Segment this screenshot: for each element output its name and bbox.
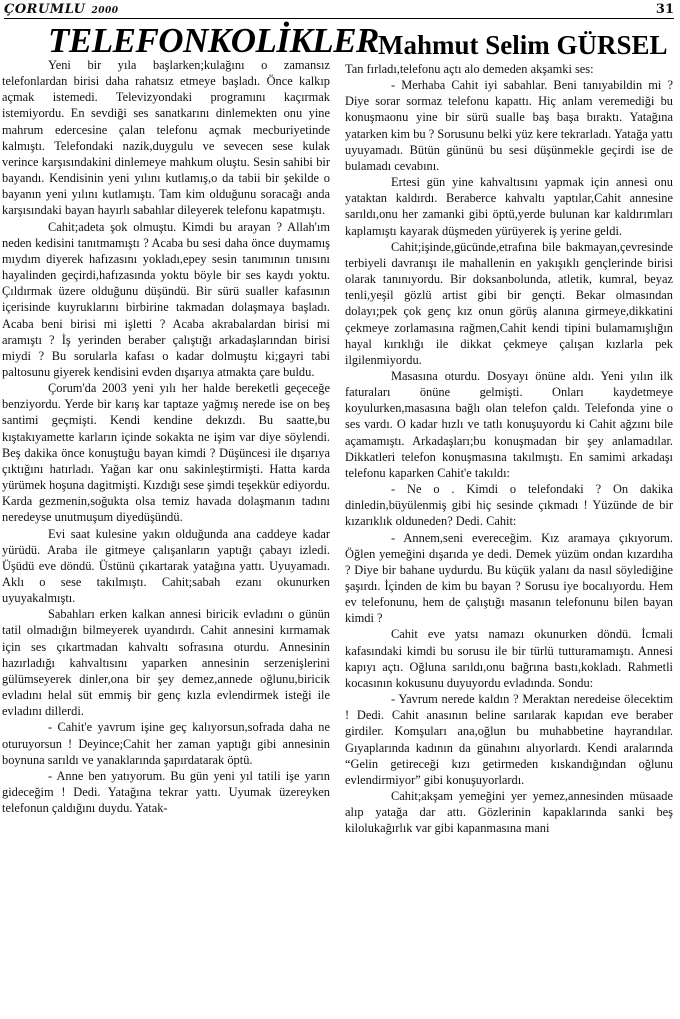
right-column	[345, 61, 673, 837]
paragraph: Evi saat kulesine yakın olduğunda ana caddeye kadar yürüdü. Araba ile gitmeye çalışanların yaptığı çabayı izledi. Üşüdü eve döndü. Üstünü çıkartarak yatağına yattı. Uyuyamadı. Aklı o sese takılmıştı. Cahit;sabah ezanı okunurken uyuyakalmıştı.	[2, 526, 330, 606]
page-number: 31	[655, 2, 674, 17]
article-title: TELEFONKOLİKLER	[48, 21, 379, 60]
paragraph: Masasına oturdu. Dosyayı önüne aldı. Yeni yılın ilk faturaları önüne gelmişti. Onları kaydetmeye koyulurken,masasına bağlı olan telefon çaldı. Telefonda yine o ses vardı. O kadar hızlı ve tatlı konuşuyordu ki Cahit ağzını bile açamamıştı. Arkadaşları;bu konuşmadan bir şey anlamadılar. Dikkatleri telefon konuşmasına takılmıştı. En samimi arkadaşı telefonu kaparken Cahit'e takıldı:	[345, 368, 673, 480]
paragraph: Ertesi gün yine kahvaltısını yapmak için annesi onu yataktan kaldırdı. Beraberce kahvaltı yaptılar,Cahit annesine sarıldı,onu her zamanki gibi öptü,yerde bulunan kar kaldırımları kaplamıştı kayarak düşmeden yürüyerek iş yerine geldi.	[345, 175, 673, 238]
paragraph: - Yavrum nerede kaldın ? Meraktan neredeise ölecektim ! Dedi. Cahit anasının beline sarılarak kapıdan eve beraber girdiler. Komşuları ana,oğlun bu muhabbetine hayrandılar. Gıyaplarında kadının da günahını alıyorlardı. Kendi aralarında “Gelin getireceği kızı getirmeden kıskandığından oğlunu evlendirmiyor” gibi konuşuyorlardı.	[345, 692, 673, 787]
magazine-title-text: ÇORUMLU	[4, 2, 86, 17]
paragraph: Cahit;adeta şok olmuştu. Kimdi bu arayan ? Allah'ım neden kedisini tanıtmamıştı ? Acaba bu sesi daha önce duymamış mıydım diyerek hafızasını yokladı,epey sesin tanımının tınısını hayalinden geçirdi,hafızasında yoktu böyle bir ses kaydı yoktu. Çıldırmak üzere olduğunu düşündü. Bir sürü sualler kafasının içerisinde kuyruklarını birbirine takmadan dolaşmaya başladı. Acaba beni birisi mi işletti ? Acaba akrabalardan birisi mi aramıştı ? İş yerinden beraber çalıştığı arkadaşlarından birisi miydi ? Bu sorularla kafası o kadar dolmuştu ki;gayri tabi paltosunu giyerek kendisini evden dışarıya atmakta çare buldu.	[2, 219, 330, 379]
paragraph: Cahit;işinde,gücünde,etrafına bile bakmayan,çevresinde terbiyeli davranışı ile mahallenin en yakışıklı gençlerinde birisi olarak tanınıyordu. Bir doksanbolunda, atletik, kumral, beyaz tenli,yeşil gözlü artist gibi bir gençti. Bekar olmasından dolayı;pek çok genç kız onun görüş alanına girmeye,dikkatini çekmeye zorlamasına rağmen,Cahit kendi tipini bulamamışlığın hayal kırıklığı ile dikkat çekmeye çalışan kızlarla pek ilgilenmiyordu.	[345, 239, 673, 367]
paragraph: Cahit eve yatsı namazı okunurken döndü. İcmali kafasındaki kimdi bu sorusu ile bir türlü tutturamamıştı. Annesi kapıyı açtı. Oğluna sarıldı,onu bağrına bastı,kokladı. Rahmetli kocasının kokusunu duyuyordu evladında. Sondu:	[345, 627, 673, 690]
paragraph: - Annem,seni evereceğim. Kız aramaya çıkıyorum. Öğlen yemeğini dışarıda ye dedi. Demek yüzüm ondan kızardıha ? Diye bir bahane uydurdu. Bu küçük yalanı da nasıl söylediğine şaşırdı. İçinden de kim bu bayan ? Sorusu iye bocalıyordu. Hem ev telefonunu, hem de çalıştığı masanın telefonunu bilen bayan kimdi ?	[345, 530, 673, 626]
magazine-year: 2000	[91, 6, 119, 16]
paragraph: - Ne o . Kimdi o telefondaki ? On dakika dinledin,büyülenmiş gibi hiç sesinde çıkmadı ! Yüzünde de bir kızarıklık olduneden? Dedi. Cahit:	[345, 482, 673, 529]
article-author: Mahmut Selim GÜRSEL	[378, 30, 668, 60]
paragraph: - Anne ben yatıyorum. Bu gün yeni yıl tatili işe yarın gideceğim ! Dedi. Yatağına tekrar yattı. Uyumak üzereyken telefonun çaldığını duydu. Yatak-	[2, 768, 330, 816]
paragraph: Yeni bir yıla başlarken;kulağını o zamansız telefonlardan birisi daha rahatsız etmeye başladı. Önce kalkıp açmak istemedi. Televizyondaki programını kaçırmak istemiyordu. En sevdiği ses sanatkarını dinlemekten onu yine mahrum edercesine çalan telefonu açmak mecburiyetinde kalmıştı. Telefondaki nazik,duygulu ve sevecen sese kulak verince karşısındakini dinlemeye mahkum oluştu. Sesin sahibi bir bayandı. Kendisinin yeni yılını kutlamış,o da tabii bir şekilde o bayanın yeni yılını kutlamıştı. Tam kim olduğunu soracağı anda karşısındaki bayan hayırlı sabahlar dileyerek telefonu kapatmıştı.	[2, 58, 330, 218]
paragraph: - Cahit'e yavrum işine geç kalıyorsun,sofrada daha ne oturuyorsun ! Deyince;Cahit her zaman yaptığı gibi annesinin boynuna sarıldı ve yanaklarında şapırdatarak öptü.	[2, 720, 330, 767]
paragraph: Cahit;akşam yemeğini yer yemez,annesinden müsaade alıp yatağa dar attı. Gözlerinin kapaklarında sanki beş kilolukağırlık var gibi kapanmasına mani	[345, 789, 673, 836]
magazine-name	[4, 2, 119, 17]
left-column	[2, 57, 330, 816]
paragraph: Tan fırladı,telefonu açtı alo demeden akşamki ses:	[345, 62, 594, 76]
paragraph: - Merhaba Cahit iyi sabahlar. Beni tanıyabildin mi ? Diye sorar sormaz telefonu kapattı. Hiç anlam veremediği bu konuşmaonu yine bir sürü sualle baş başa bıraktı. Yatağına yatarken kim bu ? Sorusunu belki yüz kere tekrarladı. Yatağa yattı uyuyamadı. Bütün gününü bu sesi düşünmekle geçirdi ise de bulamadı cevabını.	[345, 78, 673, 173]
paragraph: Sabahları erken kalkan annesi biricik evladını o günün tatil olmadığın bilmeyerek uyandırdı. Cahit annesini kırmamak için ses çıkartmadan kahvaltı sofrasına oturdu. Annesinin hazırladığı kahvaltısını yaparken annesinin serzenişlerini gülümseyerek dinler,ona bir şey demez,annede oğlunu,biricik evladını helal süt emmiş bir genç kızla evlendirmek isteği ile evladını dillerdi.	[2, 607, 330, 719]
paragraph: Çorum'da 2003 yeni yılı her halde bereketli geçeceğe benziyordu. Yerde bir karış kar taptaze yağmış nerede ise on beş santimi geçmişti. Kendi kendine dekızdı. Bu saatte,bu kıştakıyamette karların içinde sokakta ne işim var diye söylendi. Beş dakika önce konuştuğu bayan kimdi ? Düşüncesi ile dışarıya çıktığını hatırladı. Yağan kar onu sakinleştirmişti. Hatta karda yürümek hoşuna dagitmişti. Kızdığı sese şimdi teşekkür ediyordu. Karda gezmenin,soğukta olsa temiz havada dolaşmanın tadını neredeyse unutmuşum diyedüşündü.	[2, 381, 330, 525]
page-header	[4, 0, 674, 18]
